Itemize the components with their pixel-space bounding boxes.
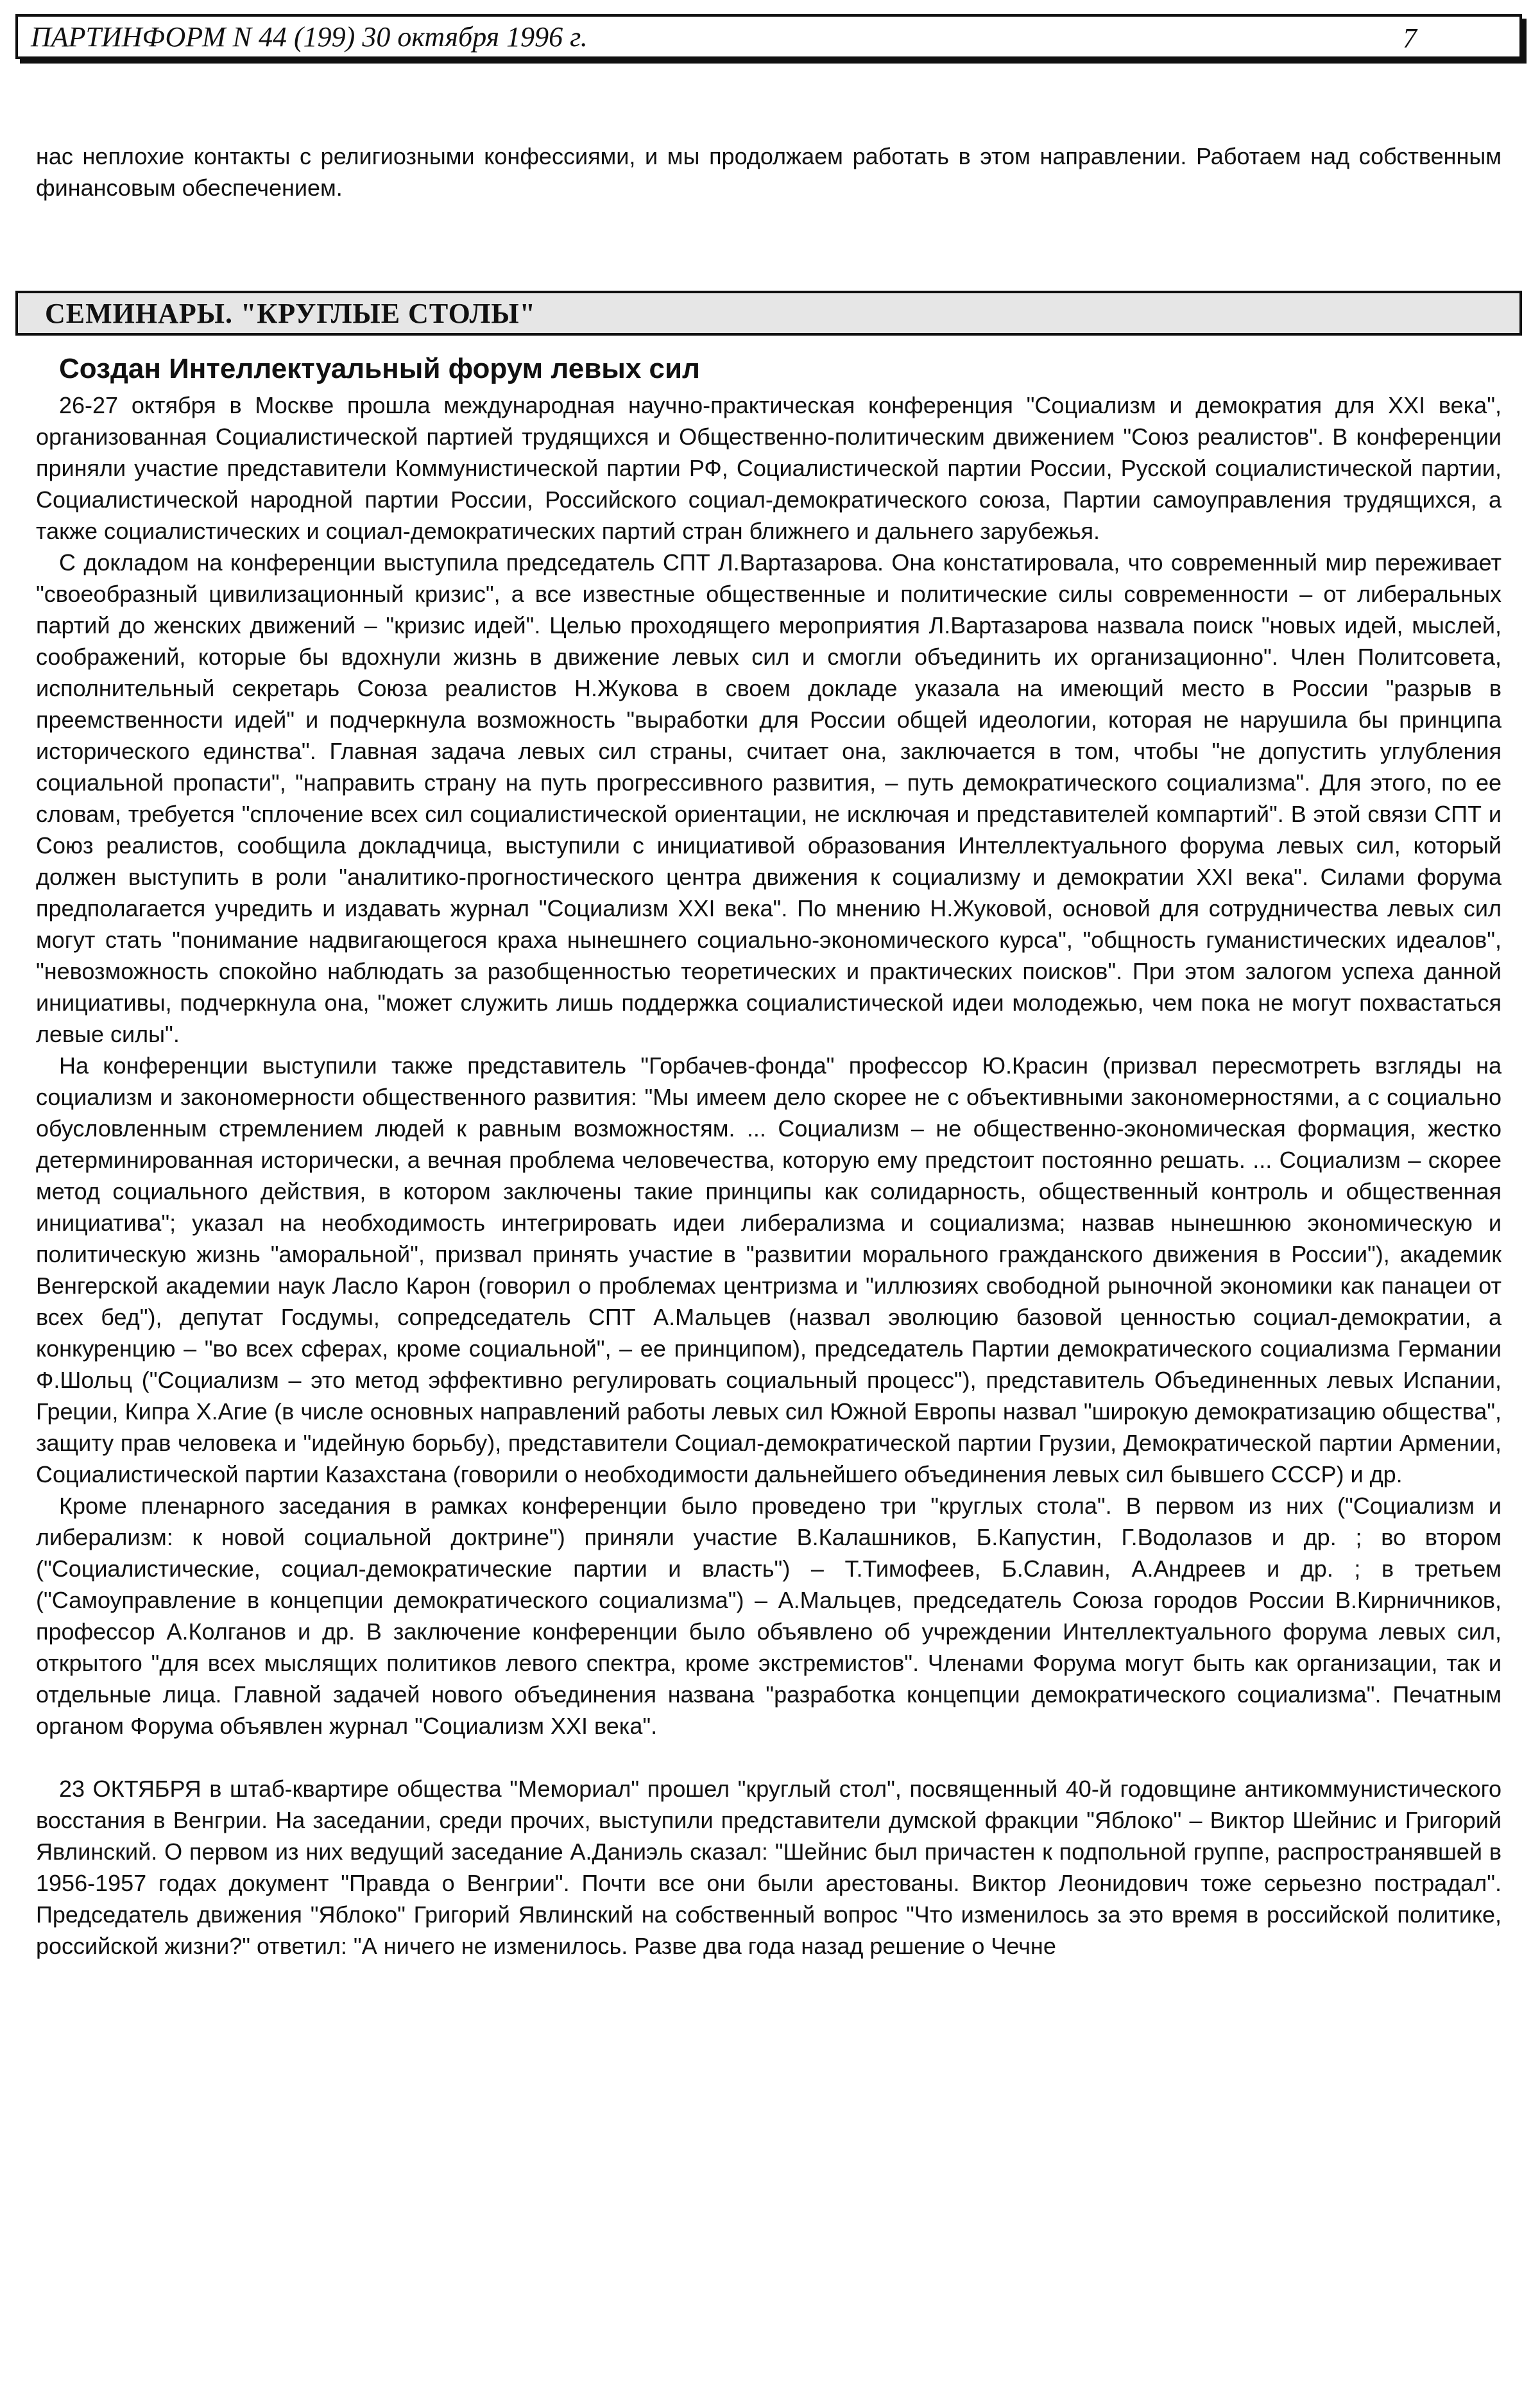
running-header bbox=[15, 14, 1522, 59]
page bbox=[15, 14, 1522, 1962]
page-number: 7 bbox=[1403, 22, 1417, 54]
intro-block bbox=[15, 141, 1522, 203]
article-title: Создан Интеллектуальный форум левых сил bbox=[59, 353, 701, 384]
article-paragraph: С докладом на конференции выступила председатель СПТ Л.Вартазарова. Она констатировала, что современный мир переживает "своеобразный цивилизационный кризис", а все известные общественные и политические силы современности – от либеральных партий до женских движений – "кризис идей". Целью проходящего мероприятия Л.Вартазарова назвала поиск "новых идей, мыслей, соображений, которые бы вдохнули жизнь в движение левых сил и смогли объединить их организационно". Член Политсовета, исполнительный секретарь Союза реалистов Н.Жукова в своем докладе указала на имеющий место в России "разрыв в преемственности идей" и подчеркнула возможность "выработки для России общей идеологии, которая не нарушила бы принципа исторического единства". Главная задача левых сил страны, считает она, заключается в том, чтобы "не допустить углубления социальной пропасти", "направить страну на путь прогрессивного развития, – путь демократического социализма". Для этого, по ее словам, требуется "сплочение всех сил социалистической ориентации, не исключая и представителей компартий". В этой связи СПТ и Союз реалистов, сообщила докладчица, выступили с инициативой образования Интеллектуального форума левых сил, который должен выступить в роли "аналитико-прогностического центра движения к социализму и демократии XXI века". Силами форума предполагается учредить и издавать журнал "Социализм XXI века". По мнению Н.Жуковой, основой для сотрудничества левых сил могут стать "понимание надвигающегося краха нынешнего социально-экономического курса", "общность гуманистических идеалов", "невозможность спокойно наблюдать за разобщенностью теоретических и практических поисков". При этом залогом успеха данной инициативы, подчеркнула она, "может служить лишь поддержка социалистической идеи молодежью, чем пока не могут похвастаться левые силы". bbox=[36, 549, 1502, 1047]
article-paragraph: Кроме пленарного заседания в рамках конференции было проведено три "круглых стола". В первом из них ("Социализм и либерализм: к новой социальной доктрине") приняли участие В.Калашников, Б.Капустин, Г.Водолазов и др. ; во втором ("Социалистические, социал-демократические партии и власть") – Т.Тимофеев, Б.Славин, А.Андреев и др. ; в третьем ("Самоуправление в концепции демократического социализма") – А.Мальцев, председатель Союза городов России В.Кирничников, профессор А.Колганов и др. В заключение конференции было объявлено об учреждении Интеллектуального форума левых сил, открытого "для всех мыслящих политиков левого спектра, кроме экстремистов". Членами Форума могут быть как организации, так и отдельные лица. Главной задачей нового объединения названа "разработка концепции демократического социализма". Печатным органом Форума объявлен журнал "Социализм XXI века". bbox=[36, 1493, 1502, 1739]
section-title: СЕМИНАРЫ. "КРУГЛЫЕ СТОЛЫ" bbox=[45, 297, 536, 329]
intro-paragraph: нас неплохие контакты с религиозными конфессиями, и мы продолжаем работать в этом направлении. Работаем над собственным финансовым обеспечением. bbox=[36, 143, 1502, 201]
article-paragraph: 26-27 октября в Москве прошла международная научно-практическая конференция "Социализм и демократия для XXI века", организованная Социалистической партией трудящихся и Общественно-политическим движением "Союз реалистов". В конференции приняли участие представители Коммунистической партии РФ, Социалистической партии России, Русской социалистической партии, Социалистической народной партии России, Российского социал-демократического союза, Партии самоуправления трудящихся, а также социалистических и социал-демократических партий стран ближнего и дальнего зарубежья. bbox=[36, 392, 1502, 544]
publication-title: ПАРТИНФОРМ N 44 (199) 30 октября 1996 г. bbox=[31, 21, 588, 53]
second-article-paragraph: 23 ОКТЯБРЯ в штаб-квартире общества "Мемориал" прошел "круглый стол", посвященный 40-й годовщине антикоммунистического восстания в Венгрии. На заседании, среди прочих, выступили представители думской фракции "Яблоко" – Виктор Шейнис и Григорий Явлинский. О первом из них ведущий заседание А.Даниэль сказал: "Шейнис был причастен к подпольной группе, распространявшей в 1956-1957 годах документ "Правда о Венгрии". Почти все они были арестованы. Виктор Леонидович тоже серьезно пострадал". Председатель движения "Яблоко" Григорий Явлинский на собственный вопрос "Что изменилось за это время в российской политике, российской жизни?" ответил: "А ничего не изменилось. Разве два года назад решение о Чечне bbox=[36, 1776, 1502, 1959]
article-paragraph: На конференции выступили также представитель "Горбачев-фонда" профессор Ю.Красин (призвал пересмотреть взгляды на социализм и закономерности общественного развития: "Мы имеем дело скорее не с объективными закономерностями, а с социально обусловленным стремлением людей к равным возможностям. ... Социализм – не общественно-экономическая формация, жестко детерминированная исторически, а вечная проблема человечества, которую ему предстоит постоянно решать. ... Социализм – скорее метод социального действия, в котором заключены такие принципы как солидарность, общественный контроль и общественная инициатива"; указал на необходимость интегрировать идеи либерализма и социализма; назвав нынешнюю экономическую и политическую жизнь "аморальной", призвал принять участие в "развитии морального гражданского движения в России"), академик Венгерской академии наук Ласло Карон (говорил о проблемах центризма и "иллюзиях свободной рыночной экономики как панацеи от всех бед"), депутат Госдумы, сопредседатель СПТ А.Мальцев (назвал эволюцию базовой ценностью социал-демократии, а конкуренцию – "во всех сферах, кроме социальной", – ее принципом), председатель Партии демократического социализма Германии Ф.Шольц ("Социализм – это метод эффективно регулировать социальный процесс"), представитель Объединенных левых Испании, Греции, Кипра Х.Агие (в числе основных направлений работы левых сил Южной Европы назвал "широкую демократизацию общества", защиту прав человека и "идейную борьбу), представители Социал-демократической партии Грузии, Демократической партии Армении, Социалистической партии Казахстана (говорили о необходимости дальнейшего объединения левых сил бывшего СССР) и др. bbox=[36, 1052, 1502, 1487]
article bbox=[15, 351, 1522, 1962]
section-heading bbox=[15, 291, 1522, 336]
paragraph-gap bbox=[36, 1742, 1502, 1773]
